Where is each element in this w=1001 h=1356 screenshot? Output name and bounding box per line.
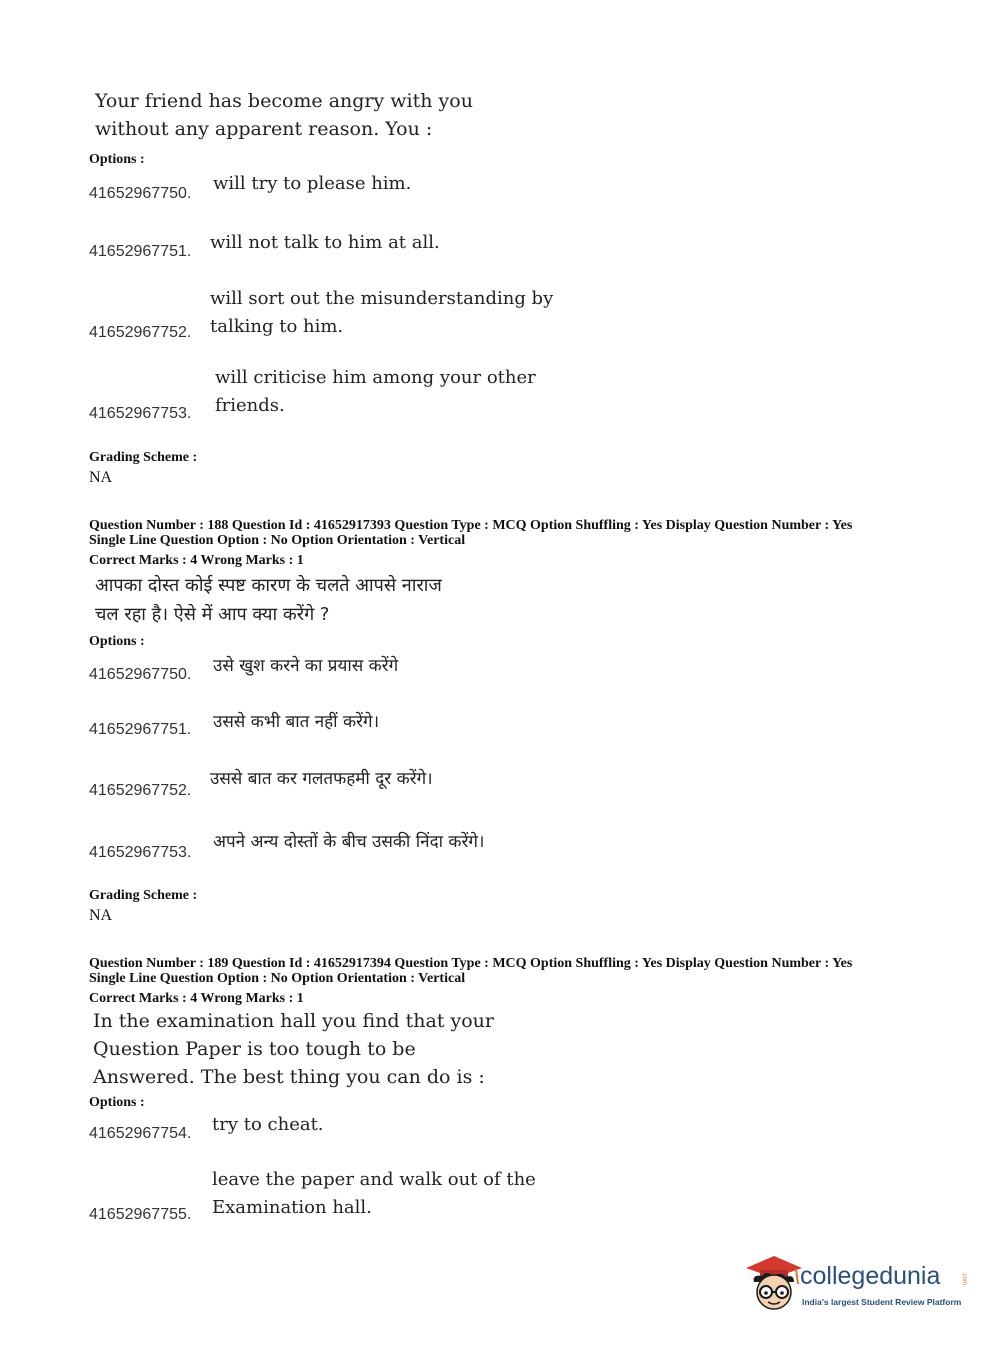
question-meta-line: Single Line Question Option : No Option Orientation : Vertical (89, 533, 466, 548)
question-meta-line: Question Number : 189 Question Id : 41652917394 Question Type : MCQ Option Shuffling : Yes Display Question Number : Yes (89, 956, 853, 971)
option-text: leave the paper and walk out of the (212, 1169, 536, 1190)
option-text: talking to him. (210, 316, 344, 337)
option-id: 41652967751. (89, 721, 192, 738)
option-id: 41652967752. (89, 324, 192, 341)
option-id: 41652967755. (89, 1206, 192, 1223)
option-id: 41652967750. (89, 185, 192, 202)
question-meta-line: Question Number : 188 Question Id : 41652917393 Question Type : MCQ Option Shuffling : Yes Display Question Number : Yes (89, 518, 853, 533)
marks-line: Correct Marks : 4 Wrong Marks : 1 (89, 553, 304, 568)
question-text-line: Answered. The best thing you can do is : (93, 1066, 485, 1088)
option-id: 41652967752. (89, 782, 192, 799)
question-text-line: Question Paper is too tough to be (93, 1038, 416, 1060)
option-text: try to cheat. (212, 1114, 324, 1135)
grading-scheme-label: Grading Scheme : (89, 888, 198, 903)
grading-scheme-value: NA (89, 907, 113, 924)
question-text-line: चल रहा है। ऐसे में आप क्या करेंगे ? (95, 604, 330, 625)
option-id: 41652967753. (89, 844, 192, 861)
option-id: 41652967754. (89, 1125, 192, 1142)
marks-line: Correct Marks : 4 Wrong Marks : 1 (89, 991, 304, 1006)
option-id: 41652967750. (89, 666, 192, 683)
logo-tagline: India's largest Student Review Platform (802, 1297, 962, 1307)
option-id: 41652967753. (89, 405, 192, 422)
mascot-icon (744, 1252, 804, 1314)
option-id: 41652967751. (89, 243, 192, 260)
options-label: Options : (89, 152, 145, 167)
option-text: उससे बात कर गलतफहमी दूर करेंगे। (210, 769, 433, 789)
option-text: उससे कभी बात नहीं करेंगे। (213, 712, 380, 732)
options-label: Options : (89, 634, 145, 649)
logo-dotcom: .com (961, 1272, 967, 1286)
option-text: उसे खुश करने का प्रयास करेंगे (213, 656, 399, 676)
grading-scheme-label: Grading Scheme : (89, 450, 198, 465)
grading-scheme-value: NA (89, 469, 113, 486)
option-text: अपने अन्य दोस्तों के बीच उसकी निंदा करेंगे। (213, 832, 485, 852)
option-text: will try to please him. (213, 173, 412, 194)
question-text-line: Your friend has become angry with you (95, 90, 473, 112)
collegedunia-logo (744, 1252, 974, 1314)
question-meta-line: Single Line Question Option : No Option Orientation : Vertical (89, 971, 466, 986)
question-text-line: आपका दोस्त कोई स्पष्ट कारण के चलते आपसे नाराज (95, 575, 442, 596)
option-text: will criticise him among your other (215, 367, 536, 388)
question-text-line: without any apparent reason. You : (95, 118, 433, 140)
logo-wordmark: collegedunia (800, 1262, 941, 1290)
option-text: Examination hall. (212, 1197, 372, 1218)
option-text: will sort out the misunderstanding by (210, 288, 554, 309)
option-text: friends. (215, 395, 285, 416)
options-label: Options : (89, 1095, 145, 1110)
option-text: will not talk to him at all. (210, 232, 440, 253)
question-text-line: In the examination hall you find that your (93, 1010, 494, 1032)
